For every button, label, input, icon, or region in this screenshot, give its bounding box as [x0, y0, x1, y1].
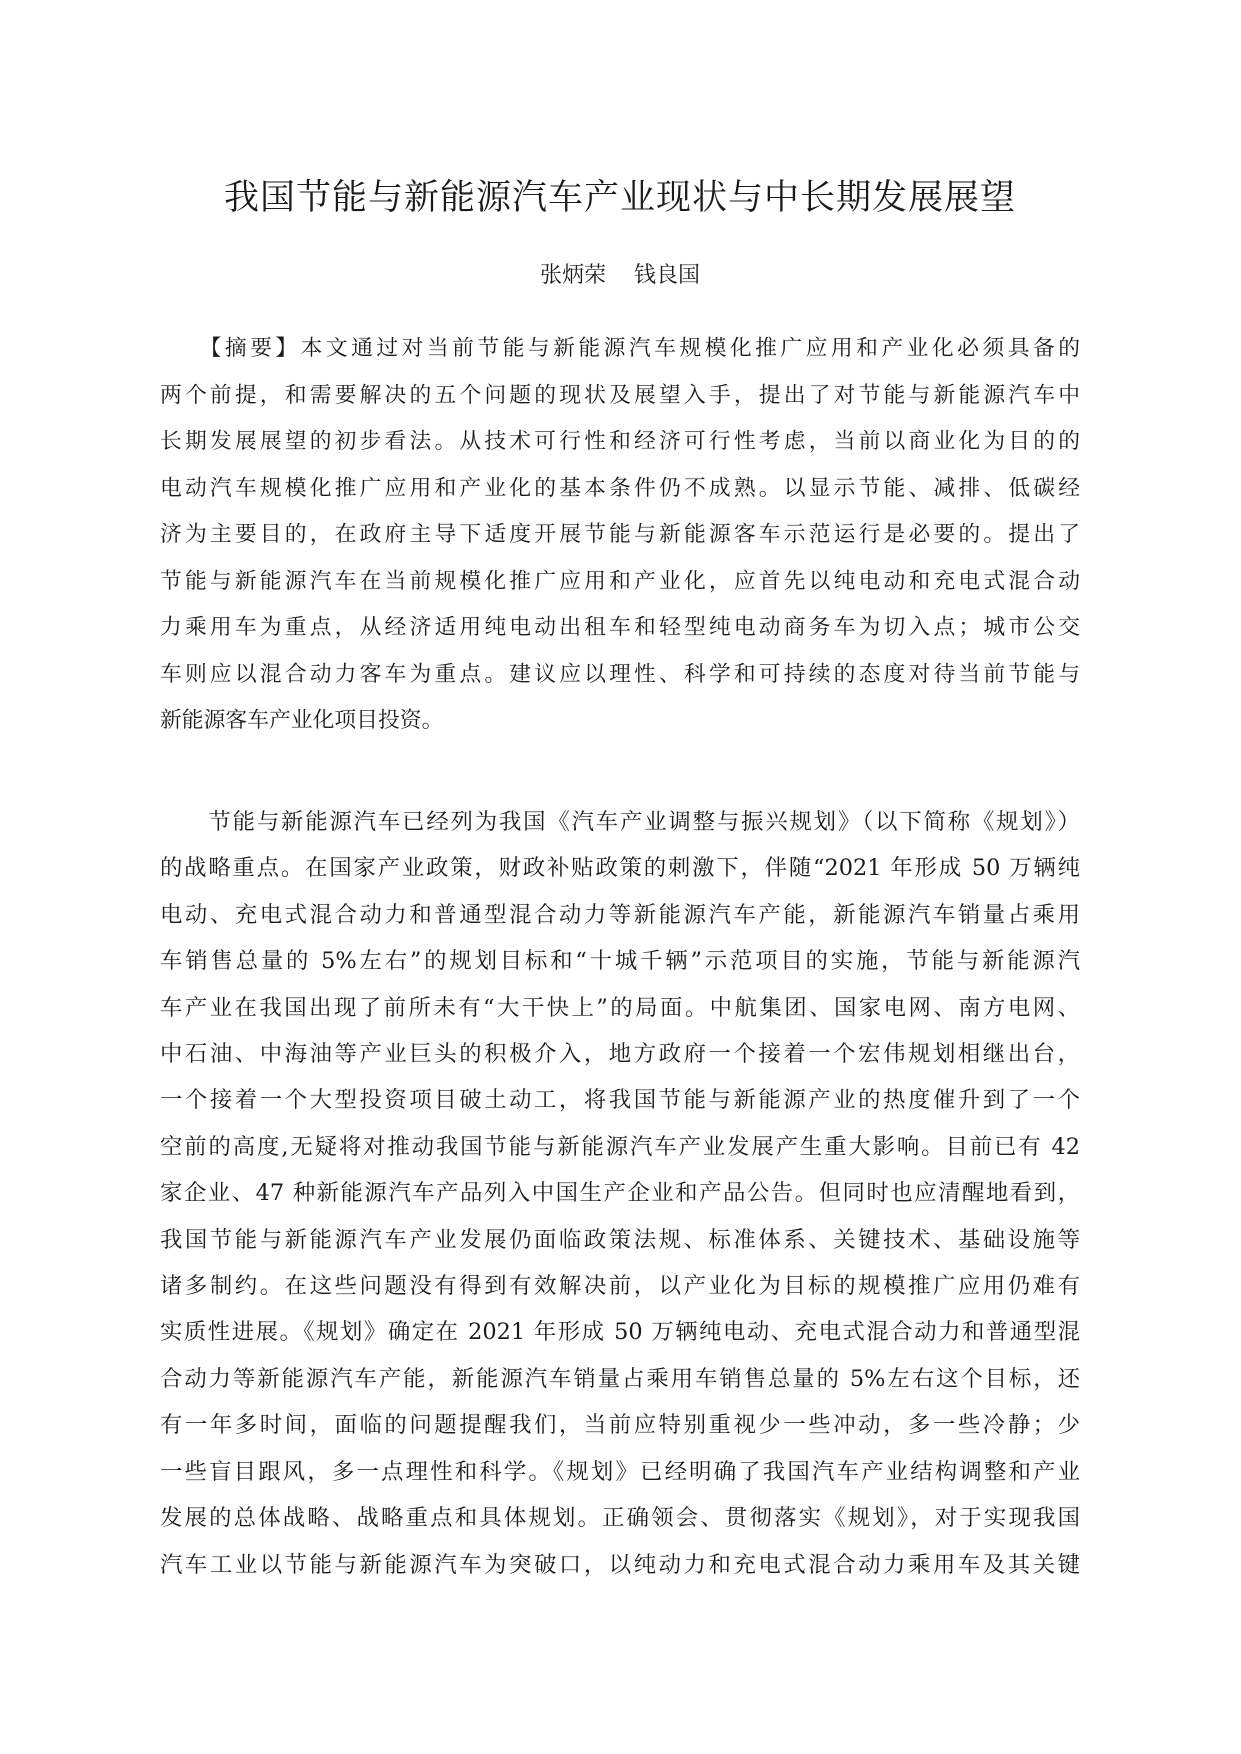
body-line: 合动力等新能源汽车产能，新能源汽车销量占乘用车销售总量的 5%左右这个目标，还: [160, 1365, 1080, 1392]
body-line: 的战略重点。在国家产业政策，财政补贴政策的刺激下，伴随“2021 年形成 50 万辆纯: [160, 855, 1080, 882]
body-line: 发展的总体战略、战略重点和具体规划。正确领会、贯彻落实《规划》，对于实现我国: [160, 1505, 1080, 1532]
abstract-section: [160, 326, 1080, 745]
body-line: 诸多制约。在这些问题没有得到有效解决前，以产业化为目标的规模推广应用仍难有: [160, 1273, 1080, 1300]
document-title: 我国节能与新能源汽车产业现状与中长期发展展望: [223, 178, 1016, 218]
body-line: 一些盲目跟风，多一点理性和科学。《规划》已经明确了我国汽车产业结构调整和产业: [160, 1458, 1080, 1485]
body-line: 汽车工业以节能与新能源汽车为突破口，以纯动力和充电式混合动力乘用车及其关键: [160, 1551, 1080, 1578]
body-line: 电动、充电式混合动力和普通型混合动力等新能源汽车产能，新能源汽车销量占乘用: [160, 901, 1080, 928]
body-line: 实质性进展。《规划》确定在 2021 年形成 50 万辆纯电动、充电式混合动力和普通型混: [160, 1319, 1080, 1346]
body-line: 我国节能与新能源汽车产业发展仍面临政策法规、标准体系、关键技术、基础设施等: [160, 1226, 1080, 1253]
body-line: 空前的高度,无疑将对推动我国节能与新能源汽车产业发展产生重大影响。目前已有 42: [160, 1133, 1080, 1160]
body-line: 一个接着一个大型投资项目破土动工，将我国节能与新能源产业的热度催升到了一个: [160, 1087, 1080, 1114]
body-line: 家企业、47 种新能源汽车产品列入中国生产企业和产品公告。但同时也应清醒地看到，: [160, 1180, 1080, 1207]
body-line: 车销售总量的 5%左右”的规划目标和“十城千辆”示范项目的实施，节能与新能源汽: [160, 948, 1080, 975]
abstract-line: 两个前提，和需要解决的五个问题的现状及展望入手，提出了对节能与新能源汽车中: [160, 382, 1080, 408]
body-line: 节能与新能源汽车已经列为我国《汽车产业调整与振兴规划》（以下简称《规划》）: [160, 809, 1080, 835]
abstract-line: 车则应以混合动力客车为重点。建议应以理性、科学和可持续的态度对待当前节能与: [160, 661, 1080, 687]
abstract-line: 济为主要目的，在政府主导下适度开展节能与新能源客车示范运行是必要的。提出了: [160, 522, 1080, 547]
abstract-line: 节能与新能源汽车在当前规模化推广应用和产业化，应首先以纯电动和充电式混合动: [160, 568, 1080, 594]
abstract-line: 【摘要】本文通过对当前节能与新能源汽车规模化推广应用和产业化必须具备的: [160, 336, 1080, 361]
body-line: 车产业在我国出现了前所未有“大干快上”的局面。中航集团、国家电网、南方电网、: [160, 994, 1080, 1021]
abstract-line: 新能源客车产业化项目投资。: [160, 708, 444, 733]
abstract-line: 电动汽车规模化推广应用和产业化的基本条件仍不成熟。以显示节能、减排、低碳经: [160, 475, 1080, 501]
authors-line: 张炳荣 钱良国: [540, 263, 700, 288]
abstract-line: 长期发展展望的初步看法。从技术可行性和经济可行性考虑，当前以商业化为目的的: [160, 429, 1080, 454]
body-line: 有一年多时间，面临的问题提醒我们，当前应特别重视少一些冲动，多一些冷静；少: [160, 1412, 1080, 1439]
body-paragraph: [160, 799, 1080, 1588]
abstract-line: 力乘用车为重点，从经济适用纯电动出租车和轻型纯电动商务车为切入点；城市公交: [160, 615, 1080, 640]
body-line: 中石油、中海油等产业巨头的积极介入，地方政府一个接着一个宏伟规划相继出台，: [160, 1041, 1080, 1068]
